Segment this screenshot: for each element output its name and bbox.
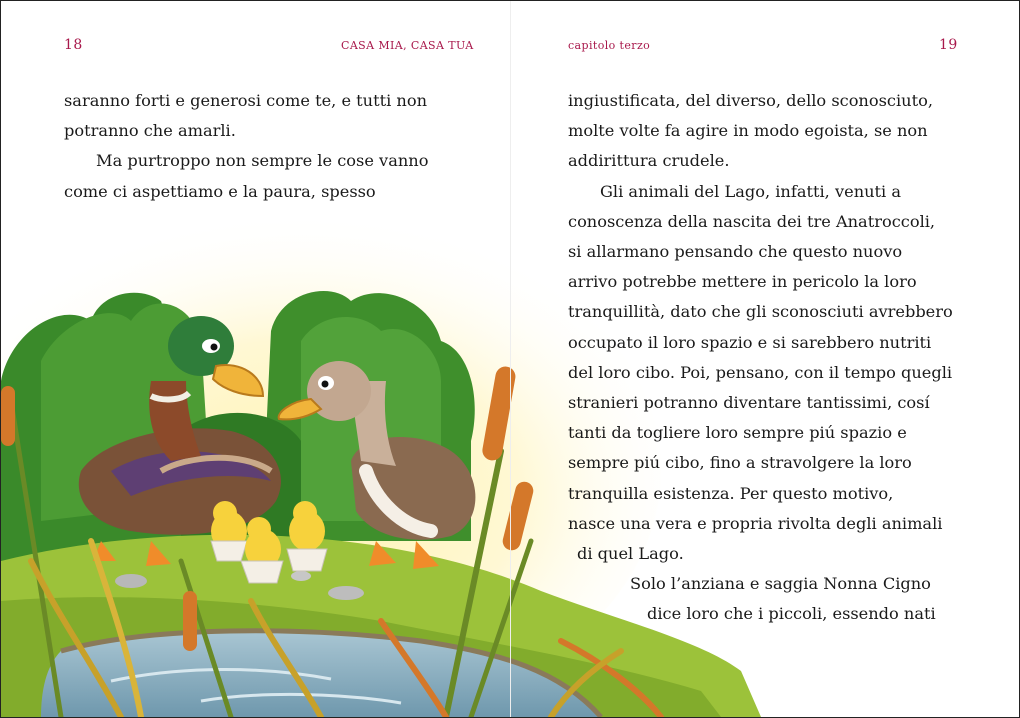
text-line: di quel Lago.	[577, 544, 684, 564]
text-line: addirittura crudele.	[568, 151, 730, 171]
text-line: dice loro che i piccoli, essendo nati	[647, 604, 936, 624]
left-page-number: 18	[64, 37, 83, 53]
text-line: ingiustificata, del diverso, dello sconosciuto,	[568, 91, 933, 110]
text-line: sempre piú cibo, fino a stravolgere la loro	[568, 453, 912, 473]
text-line: potranno che amarli.	[64, 121, 236, 141]
right-page-text	[568, 86, 953, 630]
text-line: come ci aspettiamo e la paura, spesso	[64, 181, 376, 201]
text-line: Ma purtroppo non sempre le cose vanno	[96, 151, 429, 171]
page-gutter	[510, 1, 511, 717]
text-line: saranno forti e generosi come te, e tutti non	[64, 91, 428, 110]
text-line: del loro cibo. Poi, pensano, con il tempo quegli	[568, 362, 953, 382]
text-line: stranieri potranno diventare tantissimi, cosí	[568, 393, 930, 413]
text-line: tranquillità, dato che gli sconosciuti avrebbero	[568, 302, 953, 322]
text-line: tranquilla esistenza. Per questo motivo,	[568, 483, 894, 503]
text-line: conoscenza della nascita dei tre Anatroccoli,	[568, 211, 936, 231]
text-line: Gli animali del Lago, infatti, venuti a	[600, 181, 902, 201]
rock	[291, 571, 311, 581]
rock	[328, 586, 364, 600]
left-page-text	[64, 86, 428, 207]
rock	[115, 574, 147, 588]
text-line: arrivo potrebbe mettere in pericolo la loro	[568, 272, 917, 292]
text-line: nasce una vera e propria rivolta degli animali	[568, 513, 943, 533]
text-line: si allarmano pensando che questo nuovo	[568, 242, 903, 262]
text-line: molte volte fa agire in modo egoista, se non	[568, 121, 928, 141]
text-line: tanti da togliere loro sempre piú spazio e	[568, 423, 907, 443]
right-running-head: capitolo terzo	[568, 39, 651, 52]
right-page-number: 19	[939, 37, 958, 53]
text-line: Solo l’anziana e saggia Nonna Cigno	[630, 574, 931, 594]
text-line: occupato il loro spazio e si sarebbero nutriti	[568, 332, 932, 352]
left-running-head: CASA MIA, CASA TUA	[341, 39, 474, 52]
